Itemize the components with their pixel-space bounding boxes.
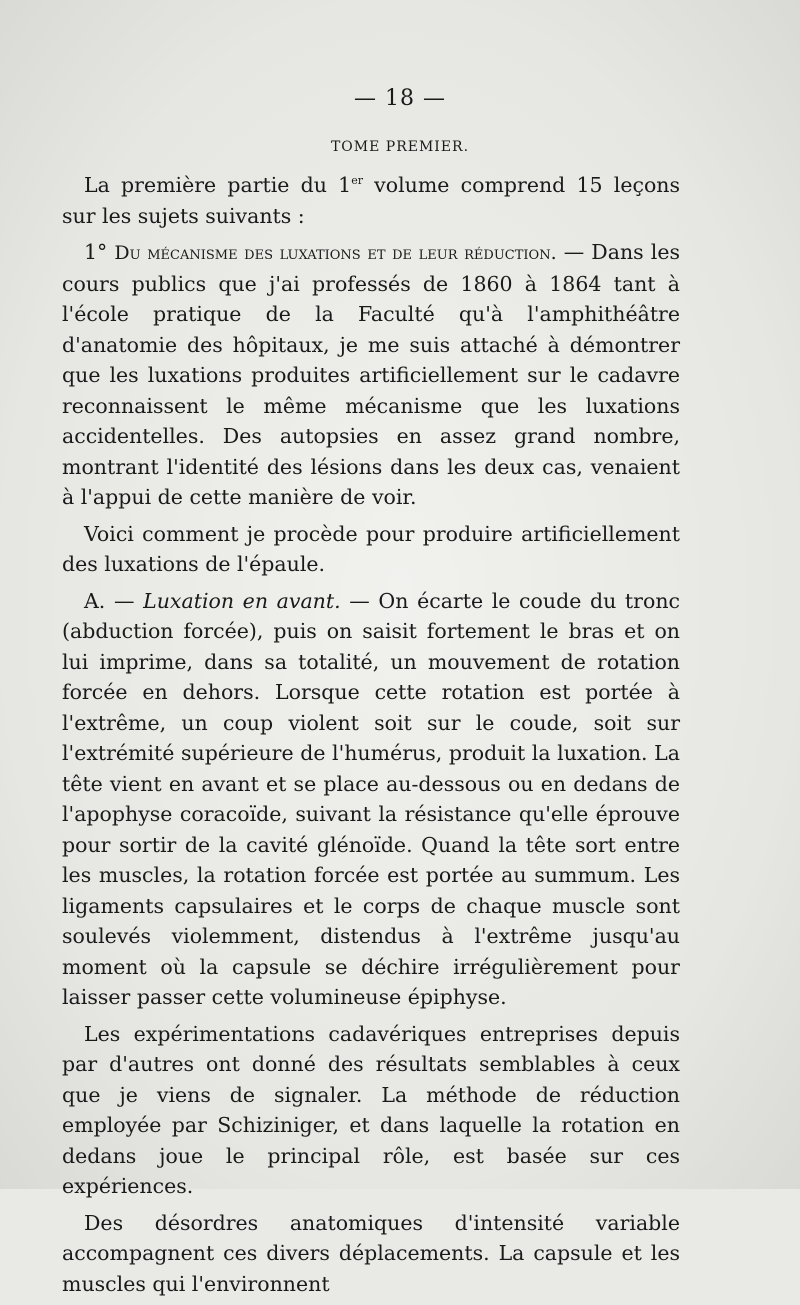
item-heading: Du mécanisme des luxations et de leur réduction. (114, 242, 557, 264)
paragraph-procedure: Voici comment je procède pour produire artificiellement des luxations de l'épaule. (62, 521, 680, 576)
ordinal-superscript: er (351, 174, 363, 188)
subsection-title: Luxation en avant. (143, 588, 341, 613)
luxation-text: — On écarte le coude du tronc (abduction forcée), puis on saisit fortement le bras et on lui imprime, dans sa totalité, un mouvement de rotation forcée en dehors. Lorsque cette rotation est portée à l'extrême, un coup violent soit sur le coude, soit sur l'extrémité supérieure de l'humérus, produit la luxation. La tête vient en avant et se place au-dessous ou en dedans de l'apophyse coracoïde, suivant la résistance qu'elle éprouve pour sortir de la cavité glénoïde. Quand la tête sort entre les muscles, la rotation forcée est portée au summum. Les ligaments capsulaires et le corps de chaque muscle sont soulevés violemment, distendus à l'extrême jusqu'au moment où la capsule se déchire irrégulièrement pour laisser passer cette volumineuse épiphyse. (62, 588, 680, 1009)
subsection-label: A. — (84, 588, 144, 613)
paragraph-luxation-forward (62, 586, 680, 1013)
body-text (62, 170, 680, 1305)
paragraph-disorders: Des désordres anatomiques d'intensité variable accompagnent ces divers déplacements. La capsule et les muscles qui l'environnent (62, 1210, 680, 1296)
mechanism-text: — Dans les cours publics que j'ai professés de 1860 à 1864 tant à l'école pratique de la Faculté qu'à l'amphithéâtre d'anatomie des hôpitaux, je me suis attaché à démontrer que les luxations produites artificiellement sur le cadavre reconnaissent le même mécanisme que les luxations accidentelles. Des autopsies en assez grand nombre, montrant l'identité des lésions dans les deux cas, venaient à l'appui de cette manière de voir. (62, 240, 680, 509)
paragraph-intro (62, 170, 680, 231)
intro-text-end: volume comprend 15 leçons sur les sujets suivants : (62, 173, 681, 228)
item-number: 1° (84, 240, 115, 264)
paragraph-mechanism (62, 237, 680, 513)
intro-text-start: La première partie du 1 (84, 173, 352, 197)
section-title: TOME PREMIER. (330, 139, 470, 155)
page-number: — 18 — (354, 86, 446, 111)
paragraph-experiments: Les expérimentations cadavériques entreprises depuis par d'autres ont donné des résultats semblables à ceux que je viens de signaler. La méthode de réduction employée par Schiziniger, et dans laquelle la rotation en dedans joue le principal rôle, est basée sur ces expériences. (62, 1021, 680, 1198)
